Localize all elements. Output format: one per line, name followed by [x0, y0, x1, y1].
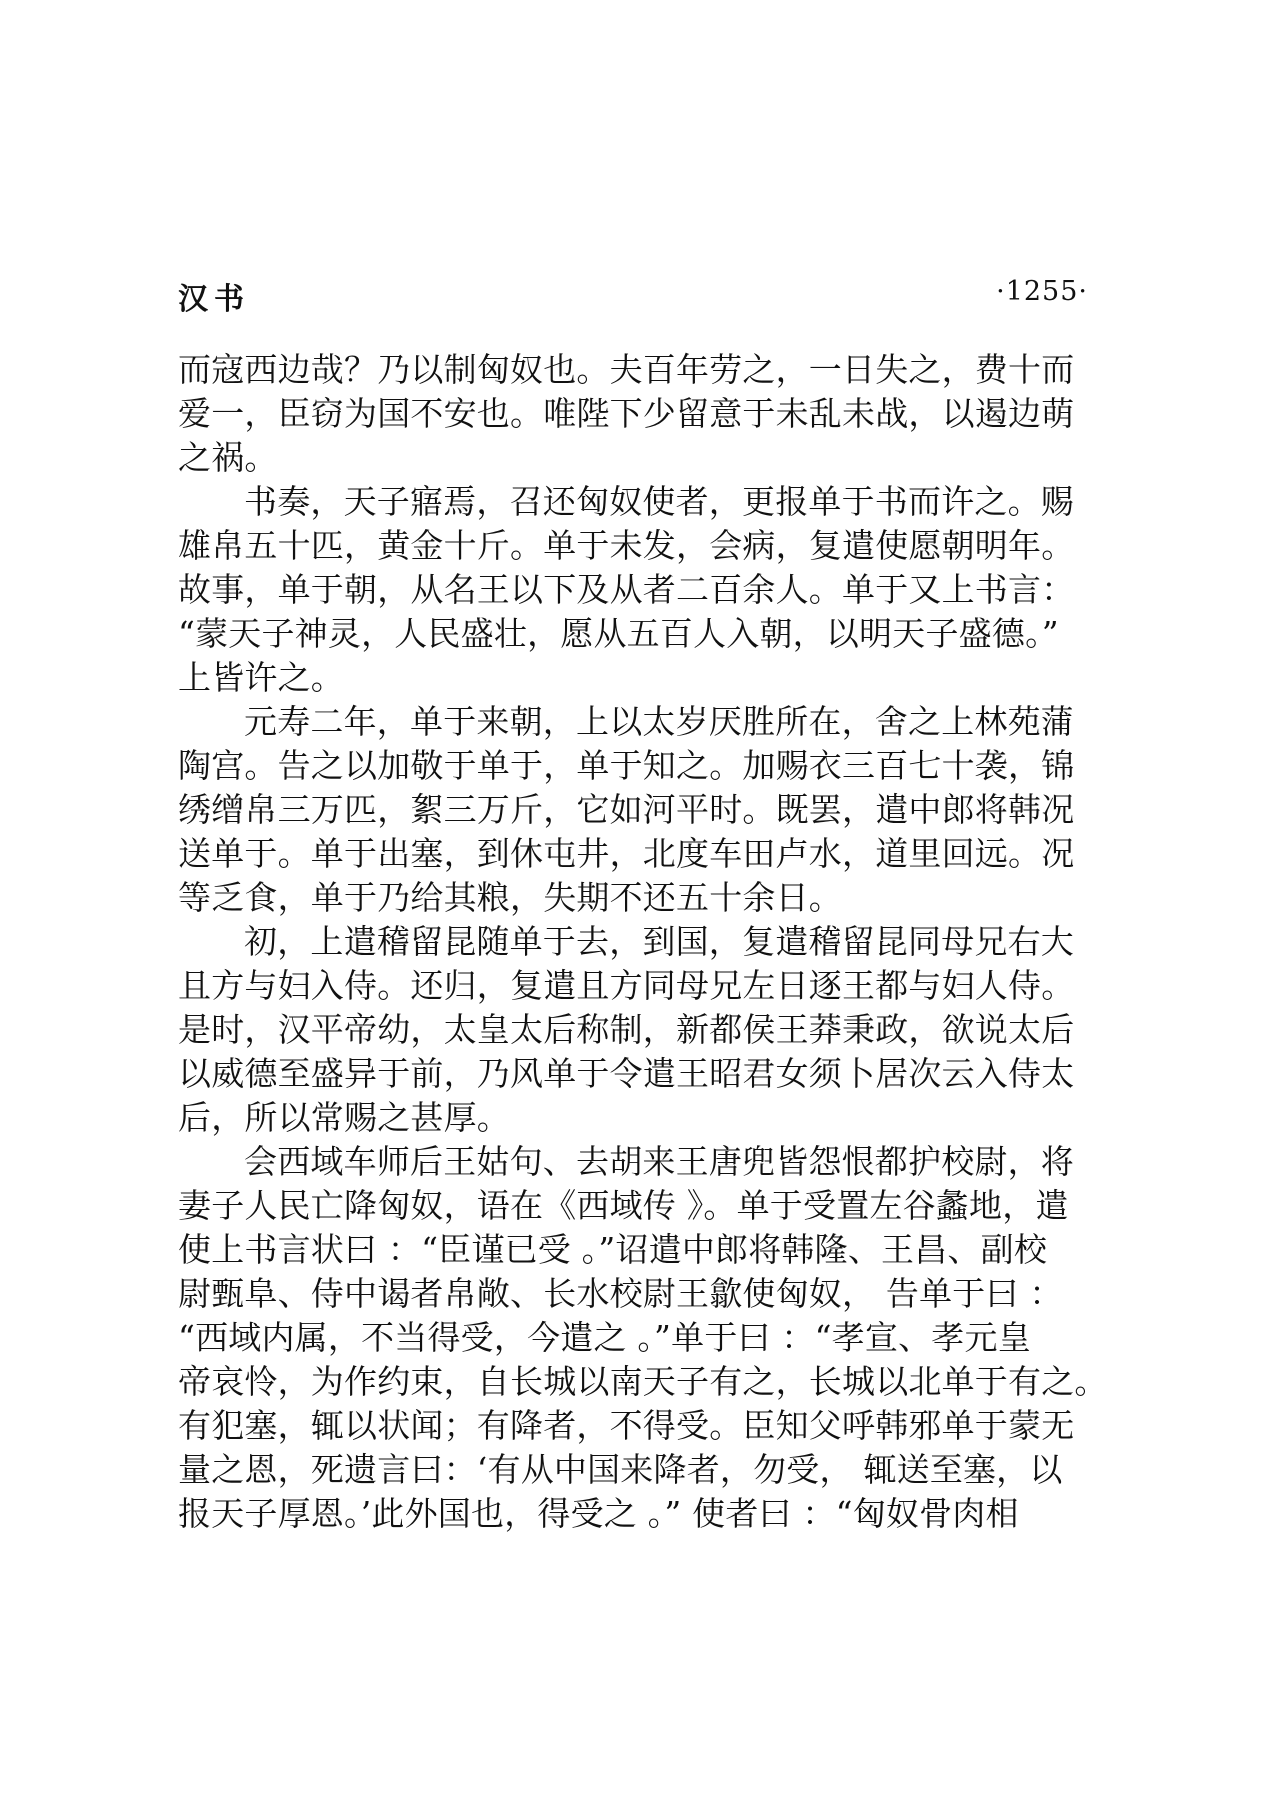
text-line: 尉甄阜、侍中谒者帛敞、长水校尉王歙使匈奴， 告单于曰 ： — [178, 1274, 1063, 1313]
text-line: 报天子厚恩。’此外国也，得受之 。” 使者曰 ：“匈奴骨肉相 — [178, 1494, 1019, 1533]
text-line: 且方与妇入侍。还归，复遣且方同母兄左日逐王都与妇人侍。 — [178, 966, 1075, 1005]
text-line: 有犯塞，辄以状闻；有降者，不得受。臣知父呼韩邪单于蒙无 — [178, 1406, 1075, 1445]
text-line: 是时，汉平帝幼，太皇太后称制，新都侯王莽秉政，欲说太后 — [178, 1010, 1075, 1049]
body-text — [178, 348, 1108, 1536]
text-line: 量之恩，死遗言曰：‘有从中国来降者，勿受， 辄送至塞，以 — [178, 1450, 1063, 1489]
text-line: 雄帛五十匹，黄金十斤。单于未发，会病，复遣使愿朝明年。 — [178, 526, 1075, 565]
text-line: 使上书言状曰 ：“臣谨已受 。”诏遣中郎将韩隆、王昌、副校 — [178, 1230, 1048, 1269]
text-line: 爱一，臣窃为国不安也。唯陛下少留意于未乱未战，以遏边萌 — [178, 394, 1075, 433]
text-line: 陶宫。告之以加敬于单于，单于知之。加赐衣三百七十袭，锦 — [178, 746, 1075, 785]
text-line: 送单于。单于出塞，到休屯井，北度车田卢水，道里回远。况 — [178, 834, 1075, 873]
text-line: 书奏，天子寤焉，召还匈奴使者，更报单于书而许之。赐 — [244, 482, 1074, 521]
text-line: 上皆许之。 — [178, 658, 344, 697]
text-line: 帝哀怜，为作约束，自长城以南天子有之，长城以北单于有之。 — [178, 1362, 1108, 1401]
text-line: “蒙天子神灵，人民盛壮，愿从五百人入朝，以明天子盛德。” — [178, 614, 1059, 653]
text-line: 之祸。 — [178, 438, 278, 477]
page-header — [178, 268, 1088, 316]
text-line: 后，所以常赐之甚厚。 — [178, 1098, 510, 1137]
text-line: 而寇西边哉？乃以制匈奴也。夫百年劳之，一日失之，费十而 — [178, 350, 1075, 389]
text-line: 以威德至盛异于前，乃风单于令遣王昭君女须卜居次云入侍太 — [178, 1054, 1075, 1093]
text-line: 等乏食，单于乃给其粮，失期不还五十余日。 — [178, 878, 842, 917]
text-line: 故事，单于朝，从名王以下及从者二百余人。单于又上书言： — [178, 570, 1075, 609]
text-line: 初，上遣稽留昆随单于去，到国，复遣稽留昆同母兄右大 — [244, 922, 1074, 961]
text-line: “西域内属，不当得受，今遣之 。”单于曰 ：“孝宣、孝元皇 — [178, 1318, 1031, 1357]
book-title: 汉书 — [178, 282, 250, 317]
text-line: 元寿二年，单于来朝，上以太岁厌胜所在，舍之上林苑蒲 — [244, 702, 1074, 741]
text-line: 会西域车师后王姑句、去胡来王唐兜皆怨恨都护校尉，将 — [244, 1142, 1074, 1181]
text-line: 妻子人民亡降匈奴，语在《西域传 》。单于受置左谷蠡地，遣 — [178, 1186, 1069, 1225]
page-number: ·1255· — [996, 276, 1088, 307]
text-line: 绣缯帛三万匹，絮三万斤，它如河平时。既罢，遣中郎将韩况 — [178, 790, 1075, 829]
